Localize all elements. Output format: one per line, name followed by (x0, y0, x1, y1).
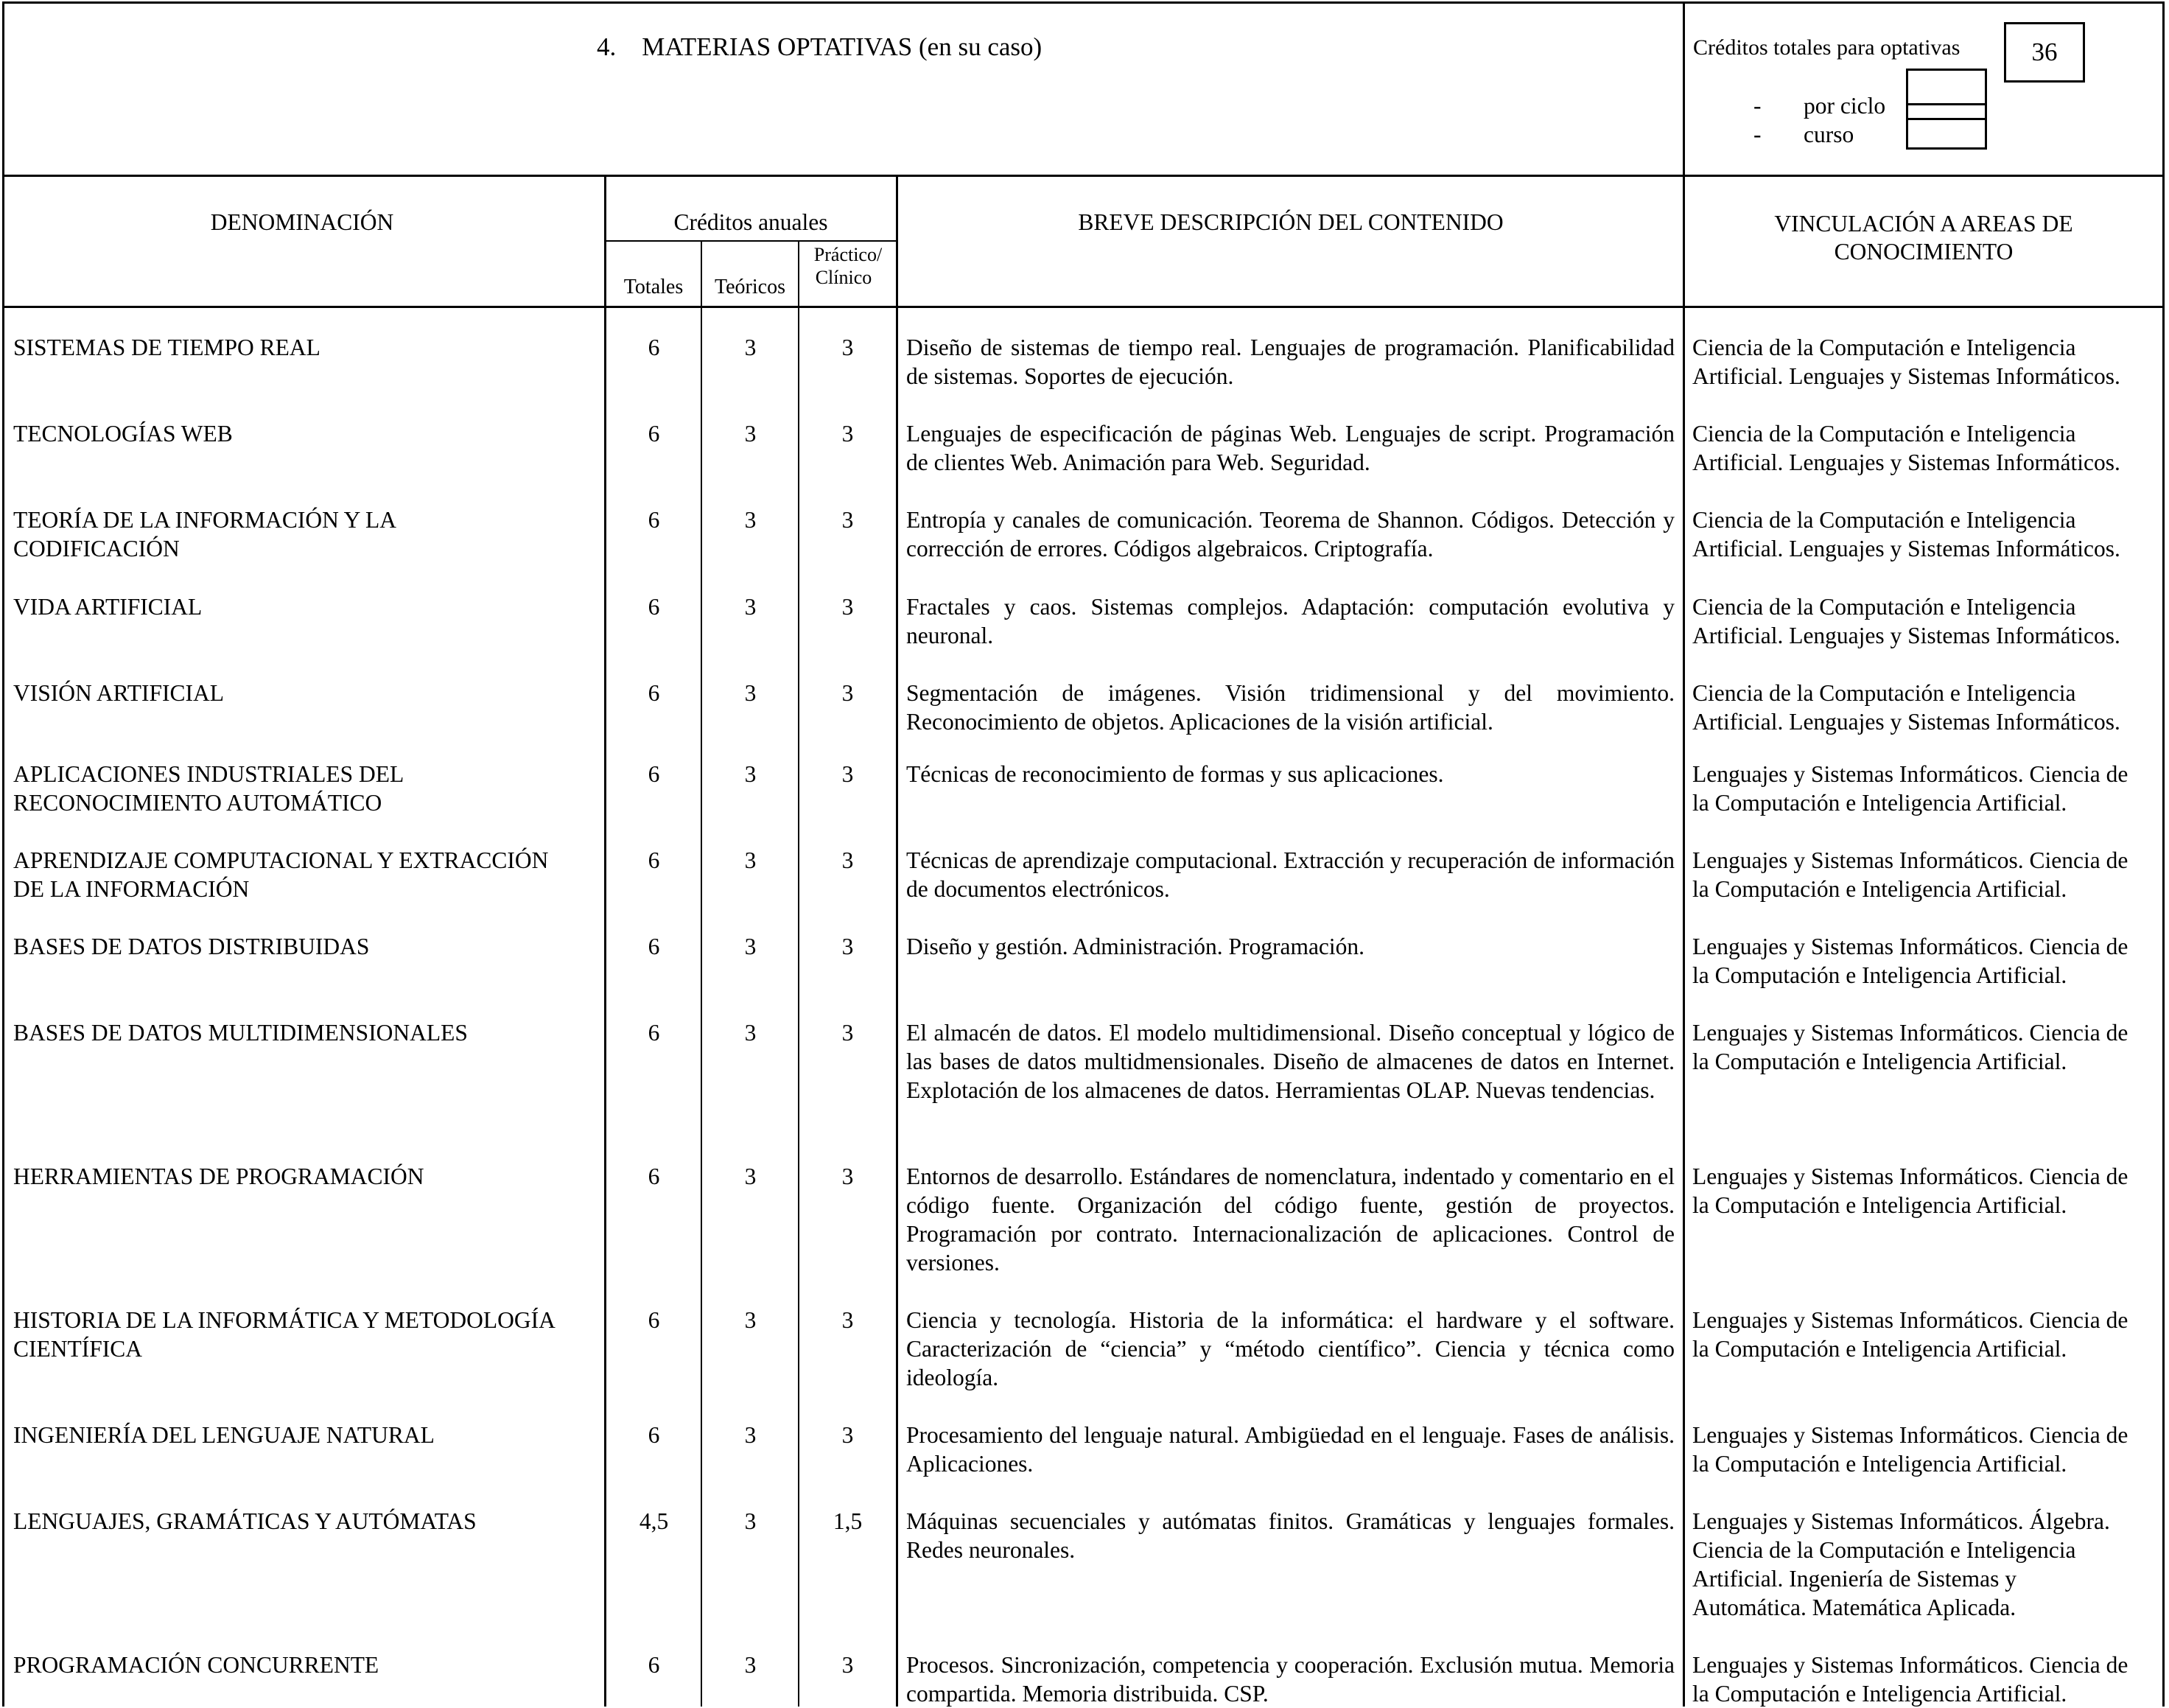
credits-teoricos: 3 (744, 1307, 757, 1333)
course-name: APRENDIZAJE COMPUTACIONAL Y EXTRACCIÓN (13, 847, 549, 873)
course-name: CODIFICACIÓN (13, 536, 180, 561)
credits-practicos: 3 (841, 680, 854, 706)
credits-teoricos: 3 (744, 761, 757, 787)
course-name: VIDA ARTIFICIAL (13, 594, 203, 620)
subheader-top-line (604, 240, 897, 242)
course-description: El almacén de datos. El modelo multidimensional. Diseño conceptual y lógico de las bases de datos multidmensionales. Diseño de almacenes de datos en Internet. Explotación de los almacenes de datos. Herramientas OLAP. Nuevas tendencias. (906, 1020, 1675, 1103)
knowledge-area: la Computación e Inteligencia Artificial. (1692, 1681, 2067, 1707)
course-name: APLICACIONES INDUSTRIALES DEL (13, 761, 404, 787)
vline-totales (701, 240, 702, 1707)
knowledge-area: Ciencia de la Computación e Inteligencia (1692, 680, 2076, 706)
knowledge-area: Lenguajes y Sistemas Informáticos. Ciencia de (1692, 1020, 2128, 1046)
course-name: SISTEMAS DE TIEMPO REAL (13, 335, 320, 360)
course-description: Entornos de desarrollo. Estándares de nomenclatura, indentado y comentario en el código fuente. Organización del código fuente, gestión de proyectos. Programación por contrato. Internacionalización de aplicaciones. Control de versiones. (906, 1163, 1675, 1275)
col-denominacion: DENOMINACIÓN (210, 209, 394, 235)
credits-teoricos: 3 (744, 934, 757, 959)
frame-left-line (2, 1, 4, 1707)
course-name: PROGRAMACIÓN CONCURRENTE (13, 1652, 379, 1678)
knowledge-area: Ciencia de la Computación e Inteligencia (1692, 335, 2076, 360)
por-ciclo-dash: - (1753, 93, 1762, 119)
knowledge-area: la Computación e Inteligencia Artificial. (1692, 1049, 2067, 1074)
credits-totales: 6 (648, 335, 660, 360)
credits-practicos: 3 (841, 421, 854, 447)
credits-totales: 6 (648, 1163, 660, 1189)
knowledge-area: Artificial. Lenguajes y Sistemas Informáticos. (1692, 623, 2120, 648)
credits-practicos: 3 (841, 335, 854, 360)
credits-teoricos: 3 (744, 1163, 757, 1189)
course-description: Diseño de sistemas de tiempo real. Lenguajes de programación. Planificabilidad de sistemas. Soportes de ejecución. (906, 335, 1675, 389)
knowledge-area: Ciencia de la Computación e Inteligencia (1692, 594, 2076, 620)
colheader-bottom-line (2, 306, 2165, 308)
col-practico-2: Clínico (815, 267, 872, 288)
credits-teoricos: 3 (744, 680, 757, 706)
credits-teoricos: 3 (744, 847, 757, 873)
course-description: Técnicas de aprendizaje computacional. Extracción y recuperación de información de documentos electrónicos. (906, 847, 1675, 902)
credits-total-value: 36 (2031, 38, 2058, 66)
course-description: Fractales y caos. Sistemas complejos. Adaptación: computación evolutiva y neuronal. (906, 594, 1675, 648)
knowledge-area: Lenguajes y Sistemas Informáticos. Álgebra. (1692, 1508, 2110, 1534)
knowledge-area: Ciencia de la Computación e Inteligencia (1692, 421, 2076, 447)
section-heading (597, 32, 1042, 62)
knowledge-area: Lenguajes y Sistemas Informáticos. Ciencia de (1692, 1422, 2128, 1448)
knowledge-area: Lenguajes y Sistemas Informáticos. Ciencia de (1692, 1163, 2128, 1189)
knowledge-area: la Computación e Inteligencia Artificial. (1692, 962, 2067, 988)
credits-totales: 6 (648, 421, 660, 447)
credits-totales: 6 (648, 594, 660, 620)
credits-total-box (2004, 22, 2085, 83)
por-ciclo-label: por ciclo (1804, 93, 1886, 119)
curso-box (1906, 103, 1987, 150)
course-description: Lenguajes de especificación de páginas Web. Lenguajes de script. Programación de clientes Web. Animación para Web. Seguridad. (906, 421, 1675, 475)
course-description: Máquinas secuenciales y autómatas finitos. Gramáticas y lenguajes formales. Redes neuronales. (906, 1508, 1675, 1563)
knowledge-area: Lenguajes y Sistemas Informáticos. Ciencia de (1692, 1307, 2128, 1333)
knowledge-area: la Computación e Inteligencia Artificial. (1692, 876, 2067, 902)
knowledge-area: Ciencia de la Computación e Inteligencia (1692, 507, 2076, 533)
knowledge-area: la Computación e Inteligencia Artificial. (1692, 1451, 2067, 1477)
section-number: 4. (597, 32, 617, 61)
credits-teoricos: 3 (744, 1422, 757, 1448)
credits-practicos: 3 (841, 761, 854, 787)
credits-practicos: 3 (841, 1652, 854, 1678)
credits-totales: 6 (648, 1020, 660, 1046)
knowledge-area: Automática. Matemática Aplicada. (1692, 1595, 2016, 1620)
course-description: Técnicas de reconocimiento de formas y sus aplicaciones. (906, 761, 1444, 787)
col-creditos-anuales: Créditos anuales (673, 209, 828, 235)
credits-totales: 6 (648, 507, 660, 533)
credits-teoricos: 3 (744, 594, 757, 620)
knowledge-area: Lenguajes y Sistemas Informáticos. Ciencia de (1692, 847, 2128, 873)
course-name: RECONOCIMIENTO AUTOMÁTICO (13, 790, 382, 816)
course-name: DE LA INFORMACIÓN (13, 876, 250, 902)
col-practico-1: Práctico/ (813, 244, 883, 265)
course-name: TECNOLOGÍAS WEB (13, 421, 233, 447)
credits-totales: 4,5 (639, 1508, 669, 1534)
credits-practicos: 3 (841, 934, 854, 959)
vline-teoricos (798, 240, 799, 1707)
credits-teoricos: 3 (744, 335, 757, 360)
knowledge-area: Lenguajes y Sistemas Informáticos. Ciencia de (1692, 761, 2128, 787)
credits-practicos: 3 (841, 1307, 854, 1333)
knowledge-area: la Computación e Inteligencia Artificial. (1692, 1336, 2067, 1362)
col-totales: Totales (623, 276, 684, 298)
curso-label: curso (1804, 122, 1854, 147)
credits-total-label: Créditos totales para optativas (1693, 35, 1960, 60)
course-name: BASES DE DATOS MULTIDIMENSIONALES (13, 1020, 468, 1046)
knowledge-area: Artificial. Lenguajes y Sistemas Informáticos. (1692, 363, 2120, 389)
knowledge-area: Lenguajes y Sistemas Informáticos. Ciencia de (1692, 1652, 2128, 1678)
credits-practicos: 1,5 (833, 1508, 863, 1534)
course-name: HERRAMIENTAS DE PROGRAMACIÓN (13, 1163, 424, 1189)
credits-teoricos: 3 (744, 1020, 757, 1046)
credits-practicos: 3 (841, 1163, 854, 1189)
knowledge-area: la Computación e Inteligencia Artificial. (1692, 1192, 2067, 1218)
credits-practicos: 3 (841, 847, 854, 873)
knowledge-area: Artificial. Ingeniería de Sistemas y (1692, 1566, 2016, 1592)
course-description: Diseño y gestión. Administración. Programación. (906, 934, 1365, 959)
credits-practicos: 3 (841, 1422, 854, 1448)
credits-teoricos: 3 (744, 421, 757, 447)
col-vinculacion-1: VINCULACIÓN A AREAS DE (1774, 211, 2073, 237)
course-name: LENGUAJES, GRAMÁTICAS Y AUTÓMATAS (13, 1508, 477, 1534)
course-name: INGENIERÍA DEL LENGUAJE NATURAL (13, 1422, 435, 1448)
course-name: BASES DE DATOS DISTRIBUIDAS (13, 934, 370, 959)
vline-practicos (896, 175, 898, 1707)
course-name: HISTORIA DE LA INFORMÁTICA Y METODOLOGÍA (13, 1307, 556, 1333)
credits-practicos: 3 (841, 1020, 854, 1046)
course-description: Procesos. Sincronización, competencia y cooperación. Exclusión mutua. Memoria compartida. Memoria distribuida. CSP. (906, 1652, 1675, 1707)
credits-totales: 6 (648, 847, 660, 873)
credits-totales: 6 (648, 1307, 660, 1333)
credits-teoricos: 3 (744, 1508, 757, 1534)
knowledge-area: la Computación e Inteligencia Artificial. (1692, 790, 2067, 816)
section-title: MATERIAS OPTATIVAS (en su caso) (642, 32, 1043, 61)
knowledge-area: Artificial. Lenguajes y Sistemas Informáticos. (1692, 449, 2120, 475)
course-name: VISIÓN ARTIFICIAL (13, 680, 224, 706)
credits-practicos: 3 (841, 507, 854, 533)
course-description: Ciencia y tecnología. Historia de la informática: el hardware y el software. Caracterización de “ciencia” y “método científico”. Ciencia y técnica como ideología. (906, 1307, 1675, 1390)
curso-dash: - (1753, 122, 1762, 147)
col-descripcion: BREVE DESCRIPCIÓN DEL CONTENIDO (1078, 209, 1504, 235)
credits-practicos: 3 (841, 594, 854, 620)
credits-teoricos: 3 (744, 507, 757, 533)
credits-totales: 6 (648, 1422, 660, 1448)
knowledge-area: Ciencia de la Computación e Inteligencia (1692, 1537, 2076, 1563)
frame-right-line (2162, 1, 2165, 1707)
course-description: Procesamiento del lenguaje natural. Ambigüedad en el lenguaje. Fases de análisis. Aplicaciones. (906, 1422, 1675, 1477)
col-teoricos: Teóricos (714, 276, 785, 298)
credits-totales: 6 (648, 934, 660, 959)
credits-teoricos: 3 (744, 1652, 757, 1678)
course-name: CIENTÍFICA (13, 1336, 142, 1362)
credits-totales: 6 (648, 1652, 660, 1678)
header-bottom-line (2, 175, 2165, 177)
knowledge-area: Artificial. Lenguajes y Sistemas Informáticos. (1692, 536, 2120, 561)
col-vinculacion-2: CONOCIMIENTO (1834, 239, 2014, 265)
course-name: TEORÍA DE LA INFORMACIÓN Y LA (13, 507, 397, 533)
credits-totales: 6 (648, 680, 660, 706)
course-description: Entropía y canales de comunicación. Teorema de Shannon. Códigos. Detección y corrección de errores. Códigos algebraicos. Criptografía. (906, 507, 1675, 561)
frame-top-line (2, 1, 2165, 4)
knowledge-area: Artificial. Lenguajes y Sistemas Informáticos. (1692, 709, 2120, 735)
credits-totales: 6 (648, 761, 660, 787)
knowledge-area: Lenguajes y Sistemas Informáticos. Ciencia de (1692, 934, 2128, 959)
course-description: Segmentación de imágenes. Visión tridimensional y del movimiento. Reconocimiento de objetos. Aplicaciones de la visión artificial. (906, 680, 1675, 735)
